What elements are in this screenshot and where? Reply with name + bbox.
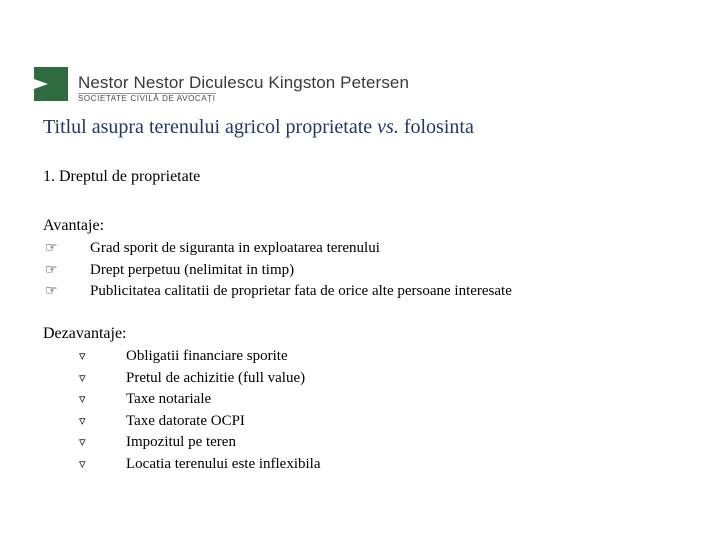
thumbs-down-icon: ▿ [79,413,86,429]
pointing-hand-icon: ☞ [45,283,58,300]
pointing-hand-icon: ☞ [45,261,58,278]
disadvantage-text: Taxe notariale [126,391,212,408]
advantage-text: Publicitatea calitatii de proprietar fata de orice alte persoane interesate [90,283,512,300]
disadvantage-text: Obligatii financiare sporite [126,348,288,364]
title-main: Titlul asupra terenului agricol proprietate [43,116,378,138]
thumbs-down-icon: ▿ [79,392,86,408]
thumbs-down-icon: ▿ [79,370,86,386]
disadvantage-text: Taxe datorate OCPI [126,412,245,429]
disadvantage-text: Impozitul pe teren [126,434,236,451]
thumbs-down-icon: ▿ [79,456,86,472]
disadvantage-text: Locatia terenului este inflexibila [126,455,321,472]
thumbs-down-icon: ▿ [79,435,86,451]
thumbs-down-icon: ▿ [79,349,86,364]
title-vs: vs. [377,116,399,138]
pointing-hand-icon: ☞ [45,240,58,256]
advantage-text: Grad sporit de siguranta in exploatarea terenului [90,240,380,256]
section-heading: 1. Dreptul de proprietate [43,168,201,185]
logo-mark-icon [34,67,68,101]
title-end: folosinta [398,116,474,138]
disadvantages-heading: Dezavantaje: [43,325,127,342]
firm-name: Nestor Nestor Diculescu Kingston Petersen [78,73,410,92]
disadvantage-text: Pretul de achizitie (full value) [126,369,306,386]
firm-subtitle: SOCIETATE CIVILĂ DE AVOCAȚI [78,94,216,103]
advantage-text: Drept perpetuu (nelimitat in timp) [90,261,295,278]
advantages-heading: Avantaje: [43,217,105,234]
slide-title [43,116,474,139]
